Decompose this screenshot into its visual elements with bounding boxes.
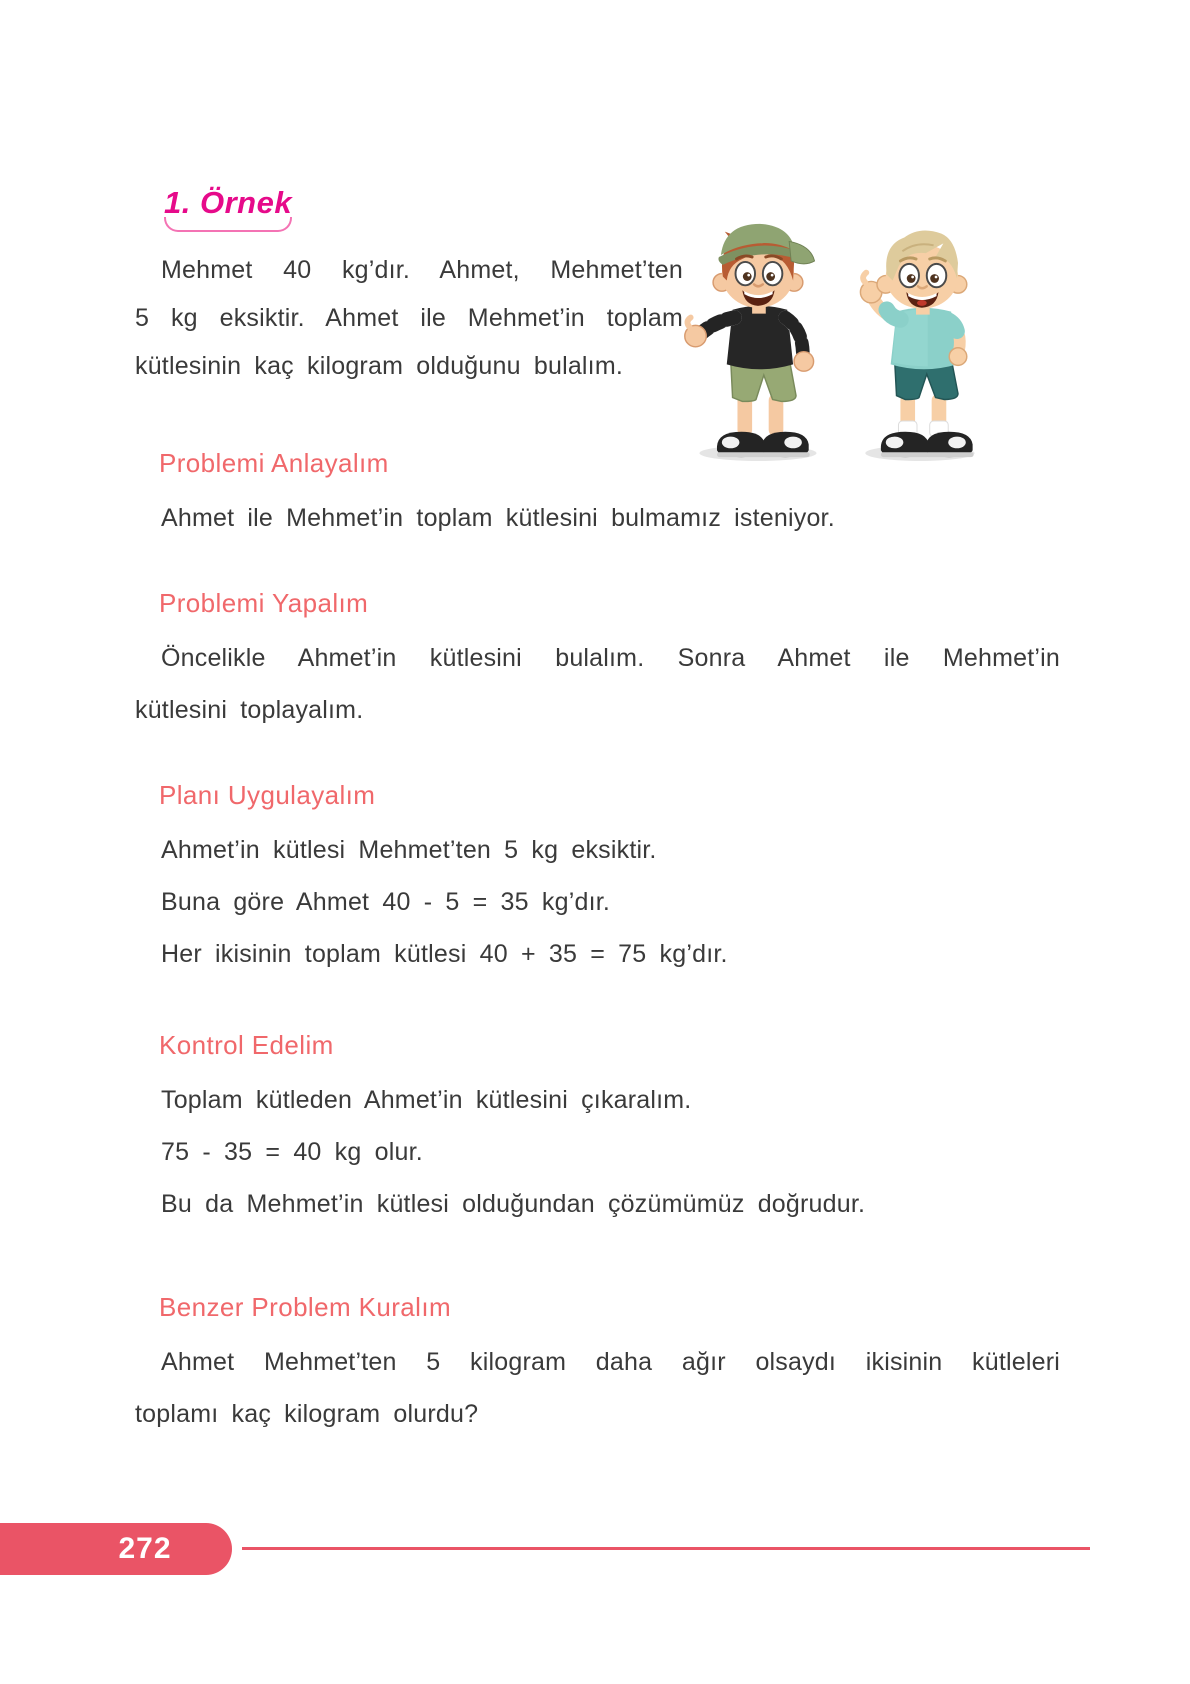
solution-sections [135, 448, 1060, 1440]
section-line: Buna göre Ahmet 40 - 5 = 35 kg’dır. [161, 888, 611, 916]
section-line: kütlesini toplayalım. [135, 696, 364, 724]
page-number: 272 [118, 1532, 172, 1565]
section-title: Kontrol Edelim [159, 1030, 334, 1060]
section-benzer-problem-kuralim [135, 1292, 1060, 1440]
section-title: Planı Uygulayalım [159, 780, 376, 810]
example-label [154, 186, 308, 232]
section-kontrol-edelim [135, 1030, 1060, 1230]
problem-statement [135, 246, 683, 390]
sneaker-right [762, 432, 810, 457]
sneaker-left [717, 432, 766, 457]
section-line: Toplam kütleden Ahmet’in kütlesini çıkaralım. [161, 1086, 692, 1114]
section-line: Ahmet’in kütlesi Mehmet’ten 5 kg eksiktir. [161, 836, 657, 864]
problem-line: 5 kg eksiktir. Ahmet ile Mehmet’in toplam [135, 304, 683, 332]
problem-line: kütlesinin kaç kilogram olduğunu bulalım. [135, 352, 623, 380]
page-number-badge [0, 1523, 232, 1575]
section-problemi-yapalim [135, 588, 1060, 736]
example-label-text: 1. Örnek [164, 185, 293, 220]
two-boys-illustration [676, 212, 998, 466]
section-line: Öncelikle Ahmet’in kütlesini bulalım. Sonra Ahmet ile Mehmet’in [161, 644, 1060, 672]
sneaker-left [881, 432, 930, 457]
boy-blond-teal-shirt [860, 230, 974, 460]
section-line: Bu da Mehmet’in kütlesi olduğundan çözümümüz doğrudur. [161, 1190, 866, 1218]
section-line: 75 - 35 = 40 kg olur. [161, 1138, 423, 1166]
section-line: toplamı kaç kilogram olurdu? [135, 1400, 479, 1428]
section-title: Problemi Anlayalım [159, 448, 389, 478]
footer-divider-line [242, 1547, 1090, 1550]
section-line: Ahmet ile Mehmet’in toplam kütlesini bulmamız isteniyor. [161, 504, 835, 532]
section-line: Ahmet Mehmet’ten 5 kilogram daha ağır olsaydı ikisinin kütleleri [161, 1348, 1060, 1376]
section-title: Problemi Yapalım [159, 588, 369, 618]
section-plani-uygulayalim [135, 780, 1060, 980]
section-title: Benzer Problem Kuralım [159, 1292, 452, 1322]
boy-redhead-green-cap [685, 224, 817, 461]
sneaker-right [926, 432, 974, 457]
problem-line: Mehmet 40 kg’dır. Ahmet, Mehmet’ten [161, 256, 683, 284]
section-line: Her ikisinin toplam kütlesi 40 + 35 = 75 kg’dır. [161, 940, 728, 968]
